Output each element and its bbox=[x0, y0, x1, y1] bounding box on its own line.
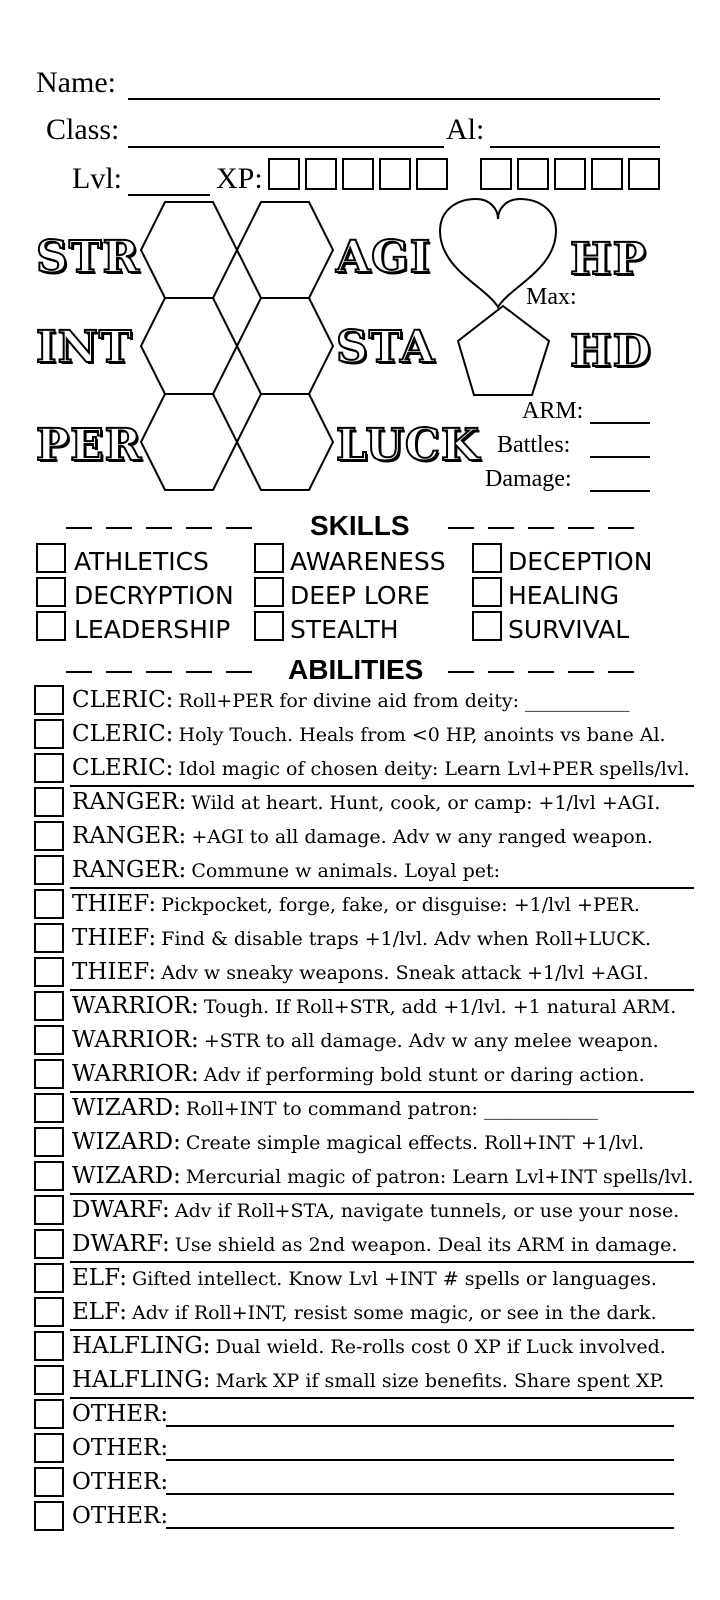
ability-checkbox[interactable] bbox=[34, 1195, 64, 1225]
ability-description: +STR to all damage. Adv w any melee weapon. bbox=[203, 1030, 659, 1052]
ability-row[interactable] bbox=[34, 685, 694, 719]
ability-description: Wild at heart. Hunt, cook, or camp: +1/lvl +AGI. bbox=[191, 792, 661, 814]
ability-row[interactable] bbox=[34, 889, 694, 923]
ability-row[interactable] bbox=[34, 1127, 694, 1161]
ability-row[interactable] bbox=[34, 1501, 694, 1535]
xp-box[interactable] bbox=[268, 158, 300, 190]
abilities-heading: ABILITIES bbox=[288, 654, 424, 685]
class-label: Class: bbox=[46, 113, 120, 146]
ability-row[interactable] bbox=[34, 855, 694, 889]
ability-checkbox[interactable] bbox=[34, 957, 64, 987]
ability-row[interactable] bbox=[34, 1467, 694, 1501]
divider bbox=[186, 527, 212, 529]
ability-description: Tough. If Roll+STR, add +1/lvl. +1 natural ARM. bbox=[203, 996, 677, 1018]
ability-description: Holy Touch. Heals from <0 HP, anoints vs bane Al. bbox=[178, 724, 666, 746]
ability-checkbox[interactable] bbox=[34, 1331, 64, 1361]
sta-hexagon bbox=[237, 298, 333, 394]
ability-row[interactable] bbox=[34, 923, 694, 957]
divider bbox=[528, 527, 554, 529]
skill-leadership: LEADERSHIP bbox=[74, 615, 231, 644]
skill-checkbox[interactable] bbox=[36, 611, 66, 641]
ability-description: Pickpocket, forge, fake, or disguise: +1/lvl +PER. bbox=[161, 894, 640, 916]
ability-row[interactable] bbox=[34, 1161, 694, 1195]
xp-box[interactable] bbox=[480, 158, 512, 190]
ability-row[interactable] bbox=[34, 1093, 694, 1127]
level-label: Lvl: bbox=[72, 162, 122, 195]
ability-row[interactable] bbox=[34, 1263, 694, 1297]
ability-checkbox[interactable] bbox=[34, 1433, 64, 1463]
ability-checkbox[interactable] bbox=[34, 1127, 64, 1157]
ability-row[interactable] bbox=[34, 1059, 694, 1093]
other-ability-field[interactable] bbox=[166, 1425, 674, 1427]
ability-checkbox[interactable] bbox=[34, 923, 64, 953]
divider bbox=[146, 527, 172, 529]
luck-hexagon bbox=[237, 394, 333, 490]
divider bbox=[66, 671, 92, 673]
xp-label: XP: bbox=[216, 162, 263, 195]
ability-checkbox[interactable] bbox=[34, 889, 64, 919]
divider bbox=[448, 527, 474, 529]
skill-deep-lore: DEEP LORE bbox=[290, 581, 430, 610]
arm-label: ARM: bbox=[522, 398, 584, 424]
ability-class: OTHER: bbox=[72, 1503, 169, 1529]
divider bbox=[488, 671, 514, 673]
hp-max-label: Max: bbox=[526, 284, 577, 310]
ability-row[interactable] bbox=[34, 719, 694, 753]
ability-description: Adv if Roll+INT, resist some magic, or see in the dark. bbox=[132, 1302, 657, 1324]
ability-description: Adv if Roll+STA, navigate tunnels, or use your nose. bbox=[174, 1200, 680, 1222]
ability-description: Mark XP if small size benefits. Share spent XP. bbox=[215, 1370, 665, 1392]
skill-decryption: DECRYPTION bbox=[74, 581, 234, 610]
divider bbox=[106, 527, 132, 529]
ability-description: Idol magic of chosen deity: Learn Lvl+PER spells/lvl. bbox=[178, 758, 690, 780]
divider bbox=[226, 527, 252, 529]
divider bbox=[488, 527, 514, 529]
ability-class: WARRIOR: bbox=[72, 1027, 199, 1053]
divider bbox=[226, 671, 252, 673]
ability-checkbox[interactable] bbox=[34, 1399, 64, 1429]
ability-row[interactable] bbox=[34, 1365, 694, 1399]
sta-label: STA bbox=[336, 322, 436, 373]
ability-description: Gifted intellect. Know Lvl +INT # spells or languages. bbox=[132, 1268, 657, 1290]
xp-box[interactable] bbox=[379, 158, 411, 190]
ability-checkbox[interactable] bbox=[34, 1365, 64, 1395]
damage-field[interactable] bbox=[590, 490, 650, 492]
ability-row[interactable] bbox=[34, 1399, 694, 1433]
ability-class: RANGER: bbox=[72, 789, 187, 815]
ability-class: WARRIOR: bbox=[72, 1061, 199, 1087]
class-field[interactable] bbox=[128, 146, 444, 148]
other-ability-field[interactable] bbox=[166, 1493, 674, 1495]
divider bbox=[146, 671, 172, 673]
ability-description: Mercurial magic of patron: Learn Lvl+INT spells/lvl. bbox=[185, 1166, 694, 1188]
ability-description: Adv if performing bold stunt or daring action. bbox=[203, 1064, 645, 1086]
divider bbox=[528, 671, 554, 673]
ability-checkbox[interactable] bbox=[34, 1297, 64, 1327]
hd-pentagon bbox=[458, 306, 549, 395]
ability-checkbox[interactable] bbox=[34, 685, 64, 715]
hp-label: HP bbox=[570, 234, 647, 285]
battles-field[interactable] bbox=[590, 456, 650, 458]
ability-checkbox[interactable] bbox=[34, 753, 64, 783]
per-label: PER bbox=[36, 420, 143, 471]
ability-row[interactable] bbox=[34, 1195, 694, 1229]
alignment-field[interactable] bbox=[490, 146, 660, 148]
ability-checkbox[interactable] bbox=[34, 1025, 64, 1055]
ability-row[interactable] bbox=[34, 787, 694, 821]
ability-row[interactable] bbox=[34, 991, 694, 1025]
xp-box[interactable] bbox=[517, 158, 549, 190]
ability-class: HALFLING: bbox=[72, 1333, 211, 1359]
arm-field[interactable] bbox=[590, 422, 650, 424]
str-hexagon bbox=[141, 202, 237, 298]
ability-checkbox[interactable] bbox=[34, 787, 64, 817]
xp-box[interactable] bbox=[554, 158, 586, 190]
name-field[interactable] bbox=[128, 98, 660, 100]
ability-checkbox[interactable] bbox=[34, 719, 64, 749]
ability-class: WARRIOR: bbox=[72, 993, 199, 1019]
skill-checkbox[interactable] bbox=[472, 577, 502, 607]
skill-checkbox[interactable] bbox=[472, 543, 502, 573]
ability-class: CLERIC: bbox=[72, 721, 174, 747]
ability-row[interactable] bbox=[34, 1229, 694, 1263]
ability-class: OTHER: bbox=[72, 1469, 169, 1495]
ability-checkbox[interactable] bbox=[34, 991, 64, 1021]
ability-description: Dual wield. Re-rolls cost 0 XP if Luck involved. bbox=[215, 1336, 666, 1358]
ability-row[interactable] bbox=[34, 821, 694, 855]
ability-row[interactable] bbox=[34, 1025, 694, 1059]
xp-box[interactable] bbox=[342, 158, 374, 190]
ability-row[interactable] bbox=[34, 1433, 694, 1467]
skill-checkbox[interactable] bbox=[472, 611, 502, 641]
skill-awareness: AWARENESS bbox=[290, 547, 446, 576]
ability-row[interactable] bbox=[34, 1331, 694, 1365]
str-label: STR bbox=[36, 232, 141, 283]
agi-label: AGI bbox=[336, 232, 432, 283]
luck-label: LUCK bbox=[336, 420, 481, 471]
ability-class: ELF: bbox=[72, 1265, 127, 1291]
ability-class: THIEF: bbox=[72, 891, 157, 917]
ability-class: CLERIC: bbox=[72, 755, 174, 781]
divider bbox=[568, 671, 594, 673]
ability-checkbox[interactable] bbox=[34, 1263, 64, 1293]
ability-checkbox[interactable] bbox=[34, 855, 64, 885]
divider bbox=[568, 527, 594, 529]
ability-class: RANGER: bbox=[72, 823, 187, 849]
name-label: Name: bbox=[36, 66, 116, 99]
ability-class: OTHER: bbox=[72, 1401, 169, 1427]
skill-checkbox[interactable] bbox=[254, 577, 284, 607]
alignment-label: Al: bbox=[446, 113, 485, 146]
ability-description: Adv w sneaky weapons. Sneak attack +1/lvl +AGI. bbox=[161, 962, 649, 984]
xp-box[interactable] bbox=[628, 158, 660, 190]
skill-healing: HEALING bbox=[508, 581, 620, 610]
skills-heading: SKILLS bbox=[310, 510, 410, 541]
skill-athletics: ATHLETICS bbox=[74, 547, 209, 576]
skill-survival: SURVIVAL bbox=[508, 615, 630, 644]
ability-description: Commune w animals. Loyal pet: bbox=[191, 860, 501, 882]
per-hexagon bbox=[141, 394, 237, 490]
ability-class: OTHER: bbox=[72, 1435, 169, 1461]
ability-row[interactable] bbox=[34, 1297, 694, 1331]
ability-checkbox[interactable] bbox=[34, 1229, 64, 1259]
divider bbox=[66, 527, 92, 529]
ability-description: Use shield as 2nd weapon. Deal its ARM in damage. bbox=[174, 1234, 678, 1256]
int-label: INT bbox=[36, 322, 133, 373]
ability-class: ELF: bbox=[72, 1299, 127, 1325]
damage-label: Damage: bbox=[485, 466, 572, 492]
battles-label: Battles: bbox=[497, 432, 571, 458]
ability-class: RANGER: bbox=[72, 857, 187, 883]
ability-description: Roll+PER for divine aid from deity: ___________ bbox=[178, 690, 630, 712]
xp-box[interactable] bbox=[305, 158, 337, 190]
ability-row[interactable] bbox=[34, 753, 694, 787]
skill-stealth: STEALTH bbox=[290, 615, 399, 644]
agi-hexagon bbox=[237, 202, 333, 298]
skill-checkbox[interactable] bbox=[254, 543, 284, 573]
ability-class: THIEF: bbox=[72, 925, 157, 951]
ability-row[interactable] bbox=[34, 957, 694, 991]
ability-checkbox[interactable] bbox=[34, 1161, 64, 1191]
ability-checkbox[interactable] bbox=[34, 1093, 64, 1123]
ability-checkbox[interactable] bbox=[34, 821, 64, 851]
ability-description: Create simple magical effects. Roll+INT +1/lvl. bbox=[185, 1132, 645, 1154]
divider bbox=[186, 671, 212, 673]
ability-class: WIZARD: bbox=[72, 1163, 181, 1189]
ability-description: Find & disable traps +1/lvl. Adv when Roll+LUCK. bbox=[161, 928, 651, 950]
ability-checkbox[interactable] bbox=[34, 1059, 64, 1089]
ability-class: DWARF: bbox=[72, 1197, 170, 1223]
ability-class: DWARF: bbox=[72, 1231, 170, 1257]
divider bbox=[106, 671, 132, 673]
skill-deception: DECEPTION bbox=[508, 547, 653, 576]
ability-class: WIZARD: bbox=[72, 1095, 181, 1121]
ability-class: HALFLING: bbox=[72, 1367, 211, 1393]
divider bbox=[608, 527, 634, 529]
skill-checkbox[interactable] bbox=[36, 577, 66, 607]
divider bbox=[448, 671, 474, 673]
ability-description: Roll+INT to command patron: ____________ bbox=[185, 1098, 598, 1120]
hd-label: HD bbox=[570, 326, 652, 377]
ability-description: +AGI to all damage. Adv w any ranged weapon. bbox=[191, 826, 653, 848]
other-ability-field[interactable] bbox=[166, 1459, 674, 1461]
skill-checkbox[interactable] bbox=[36, 543, 66, 573]
other-ability-field[interactable] bbox=[166, 1527, 674, 1529]
ability-class: CLERIC: bbox=[72, 687, 174, 713]
int-hexagon bbox=[141, 298, 237, 394]
ability-checkbox[interactable] bbox=[34, 1501, 64, 1531]
ability-class: WIZARD: bbox=[72, 1129, 181, 1155]
ability-class: THIEF: bbox=[72, 959, 157, 985]
ability-checkbox[interactable] bbox=[34, 1467, 64, 1497]
divider bbox=[608, 671, 634, 673]
xp-box[interactable] bbox=[591, 158, 623, 190]
skill-checkbox[interactable] bbox=[254, 611, 284, 641]
xp-box[interactable] bbox=[416, 158, 448, 190]
